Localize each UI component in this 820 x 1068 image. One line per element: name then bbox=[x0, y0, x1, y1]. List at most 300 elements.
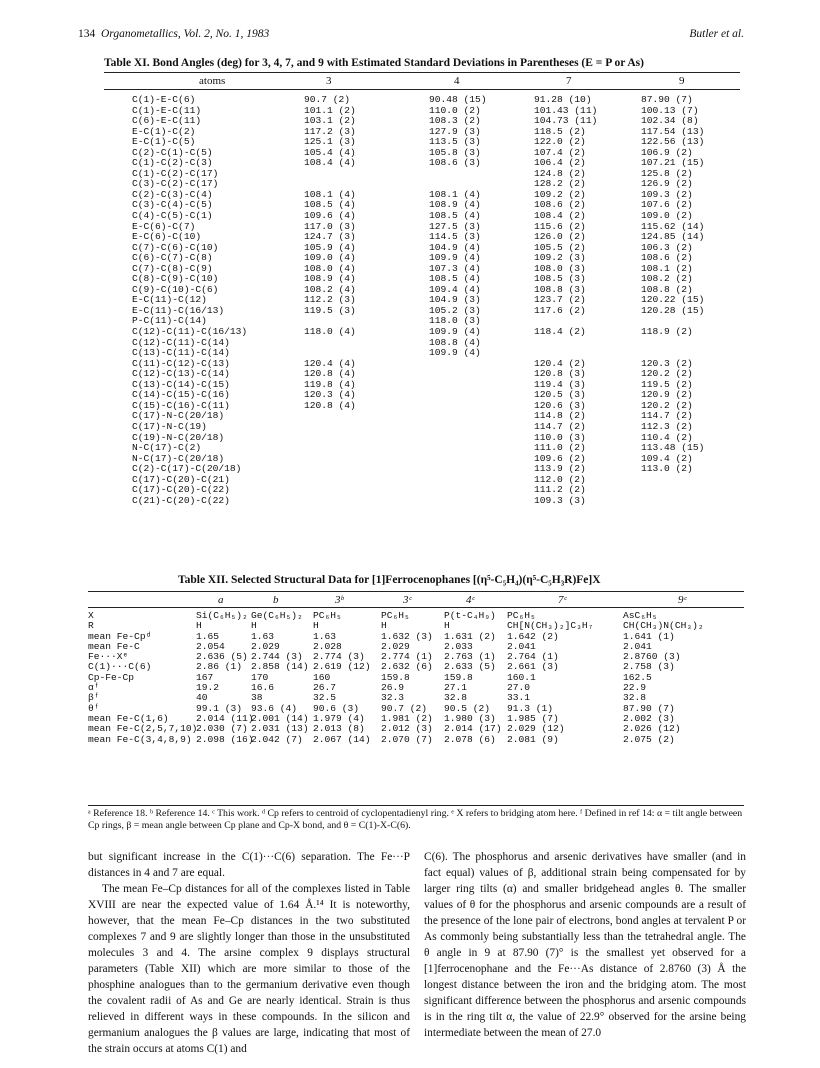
col-header-b: b bbox=[273, 594, 279, 606]
atoms-cell: C(19)-N-C(20/18) bbox=[132, 431, 225, 443]
angle-cell: 114.5 (3) bbox=[429, 231, 481, 243]
angle-cell: 119.5 (3) bbox=[304, 304, 356, 316]
value-cell: 26.9 bbox=[381, 682, 405, 694]
angle-cell: 111.0 (2) bbox=[534, 442, 586, 454]
atoms-cell: E-C(11)-C(12) bbox=[132, 294, 207, 306]
angle-cell: 111.2 (2) bbox=[534, 484, 586, 496]
value-cell: CH(CH₃)N(CH₃)₂ bbox=[623, 620, 704, 632]
value-cell: 27.0 bbox=[507, 682, 531, 694]
table-row bbox=[104, 422, 740, 433]
angle-cell: 108.5 (3) bbox=[534, 273, 586, 285]
angle-cell: 108.5 (4) bbox=[429, 273, 481, 285]
value-cell: 170 bbox=[251, 671, 269, 683]
angle-cell: 106.3 (2) bbox=[641, 241, 693, 253]
angle-cell: 108.2 (4) bbox=[304, 283, 356, 295]
angle-cell: 109.4 (2) bbox=[641, 452, 693, 464]
angle-cell: 104.9 (4) bbox=[429, 241, 481, 253]
angle-cell: 120.22 (15) bbox=[641, 294, 705, 306]
angle-cell: 118.4 (2) bbox=[534, 326, 586, 338]
angle-cell: 108.9 (4) bbox=[304, 273, 356, 285]
value-cell: 2.041 bbox=[623, 640, 652, 652]
angle-cell: 110.0 (3) bbox=[534, 431, 586, 443]
value-cell: H bbox=[444, 620, 450, 632]
angle-cell: 120.8 (4) bbox=[304, 399, 356, 411]
value-cell: 2.028 bbox=[313, 640, 342, 652]
value-cell: 2.744 (3) bbox=[251, 651, 303, 663]
table12-body bbox=[88, 611, 744, 745]
table12-top-rule bbox=[88, 591, 744, 592]
value-cell: AsC₆H₅ bbox=[623, 610, 658, 621]
parameter-cell: mean Fe-Cpᵈ bbox=[88, 630, 152, 642]
value-cell: 2.026 (12) bbox=[623, 723, 681, 735]
atoms-cell: C(12)-C(13)-C(14) bbox=[132, 368, 230, 380]
value-cell: H bbox=[381, 620, 387, 632]
value-cell: 2.031 (13) bbox=[251, 723, 309, 735]
angle-cell: 112.3 (2) bbox=[641, 420, 693, 432]
angle-cell: 117.6 (2) bbox=[534, 304, 586, 316]
value-cell: 1.642 (2) bbox=[507, 630, 559, 642]
angle-cell: 108.2 (2) bbox=[641, 273, 693, 285]
value-cell: H bbox=[313, 620, 319, 632]
paragraph: but significant increase in the C(1)···C(6) separation. The Fe···P distances in 4 and 7 are equal. bbox=[88, 851, 410, 879]
angle-cell: 105.2 (3) bbox=[429, 304, 481, 316]
atoms-cell: C(1)-E-C(6) bbox=[132, 94, 196, 105]
atoms-cell: C(9)-C(10)-C(6) bbox=[132, 283, 219, 295]
parameter-cell: C(1)···C(6) bbox=[88, 661, 152, 673]
value-cell: 1.985 (7) bbox=[507, 712, 559, 724]
angle-cell: 125.1 (3) bbox=[304, 136, 356, 148]
angle-cell: 113.0 (2) bbox=[641, 463, 693, 475]
value-cell: 19.2 bbox=[196, 682, 220, 694]
angle-cell: 120.3 (2) bbox=[641, 357, 693, 369]
angle-cell: 87.90 (7) bbox=[641, 94, 693, 105]
angle-cell: 108.6 (2) bbox=[534, 199, 586, 211]
angle-cell: 109.9 (4) bbox=[429, 326, 481, 338]
table11-caption: Table XI. Bond Angles (deg) for 3, 4, 7, and 9 with Estimated Standard Deviations in Parentheses (E = P or As) bbox=[104, 57, 644, 69]
body-column-right bbox=[424, 849, 746, 1041]
angle-cell: 109.3 (2) bbox=[641, 188, 693, 200]
angle-cell: 124.8 (2) bbox=[534, 167, 586, 179]
value-cell: CH[N(CH₃)₂]C₃H₇ bbox=[507, 620, 594, 632]
value-cell: 99.1 (3) bbox=[196, 702, 243, 714]
angle-cell: 117.54 (13) bbox=[641, 125, 705, 137]
value-cell: 2.002 (3) bbox=[623, 712, 675, 724]
angle-cell: 120.2 (2) bbox=[641, 399, 693, 411]
value-cell: 38 bbox=[251, 692, 263, 704]
parameter-cell: mean Fe-C(1,6) bbox=[88, 712, 169, 724]
angle-cell: 110.4 (2) bbox=[641, 431, 693, 443]
col-header-3b: 3ᵇ bbox=[335, 594, 344, 606]
angle-cell: 108.1 (4) bbox=[304, 188, 356, 200]
value-cell: 32.5 bbox=[313, 692, 337, 704]
angle-cell: 117.2 (3) bbox=[304, 125, 356, 137]
parameter-cell: X bbox=[88, 610, 94, 621]
angle-cell: 109.6 (4) bbox=[304, 210, 356, 222]
atoms-cell: C(1)-C(2)-C(3) bbox=[132, 157, 213, 169]
parameter-cell: βᶠ bbox=[88, 692, 100, 704]
angle-cell: 107.21 (15) bbox=[641, 157, 705, 169]
atoms-cell: E-C(11)-C(16/13) bbox=[132, 304, 225, 316]
angle-cell: 124.85 (14) bbox=[641, 231, 705, 243]
parameter-cell: Fe···Xᵉ bbox=[88, 651, 129, 663]
angle-cell: 100.13 (7) bbox=[641, 104, 699, 116]
angle-cell: 113.5 (3) bbox=[429, 136, 481, 148]
atoms-cell: C(15)-C(16)-C(11) bbox=[132, 399, 230, 411]
atoms-cell: C(1)-E-C(11) bbox=[132, 104, 202, 116]
value-cell: 2.636 (5) bbox=[196, 651, 248, 663]
angle-cell: 127.5 (3) bbox=[429, 220, 481, 232]
angle-cell: 120.4 (2) bbox=[534, 357, 586, 369]
angle-cell: 107.4 (2) bbox=[534, 146, 586, 158]
value-cell: 2.764 (1) bbox=[507, 651, 559, 663]
atoms-cell: C(3)-C(2)-C(17) bbox=[132, 178, 219, 190]
atoms-cell: C(4)-C(5)-C(1) bbox=[132, 210, 213, 222]
value-cell: H bbox=[196, 620, 202, 632]
angle-cell: 120.5 (3) bbox=[534, 389, 586, 401]
value-cell: 1.979 (4) bbox=[313, 712, 365, 724]
col-header-7c: 7ᶜ bbox=[558, 594, 567, 606]
value-cell: 1.65 bbox=[196, 630, 220, 642]
value-cell: 32.3 bbox=[381, 692, 405, 704]
atoms-cell: C(21)-C(20)-C(22) bbox=[132, 494, 230, 506]
value-cell: PC₆H₅ bbox=[381, 610, 410, 621]
journal-citation: Organometallics, Vol. 2, No. 1, 1983 bbox=[101, 28, 270, 40]
angle-cell: 108.8 (4) bbox=[429, 336, 481, 348]
paragraph: C(6). The phosphorus and arsenic derivatives have smaller (and in fact equal) values of β, additional strain being compensated for by larger ring tilts (α) and smaller bridgehead angles θ. The smaller values of θ for the phosphorus and arsenic compounds are a result of the presence of the lone pair of electrons, bond angles at tervalent P or As commonly being substantially less than the tetrahedral angle. The θ angle in 9 at 87.90 (7)° is the smallest yet observed for a [1]ferrocenophane and the Fe···As distance of 2.8760 (3) Å the longest distance between the iron and the bridging atom. The most significant difference between the phosphorus and arsenic compounds is in the ring tilt α, the value of 22.9° observed for the arsine being intermediate between the mean of 27.0 bbox=[424, 851, 746, 1039]
table12-bottom-rule bbox=[88, 805, 744, 806]
value-cell: 2.014 (11) bbox=[196, 712, 254, 724]
table-row bbox=[88, 735, 744, 745]
angle-cell: 125.8 (2) bbox=[641, 167, 693, 179]
col-header-3: 3 bbox=[326, 75, 332, 87]
angle-cell: 128.2 (2) bbox=[534, 178, 586, 190]
atoms-cell: C(1)-C(2)-C(17) bbox=[132, 167, 219, 179]
value-cell: 2.029 bbox=[251, 640, 280, 652]
angle-cell: 120.28 (15) bbox=[641, 304, 705, 316]
value-cell: 1.631 (2) bbox=[444, 630, 496, 642]
value-cell: 2.042 (7) bbox=[251, 733, 303, 745]
value-cell: 91.3 (1) bbox=[507, 702, 554, 714]
col-header-a: a bbox=[218, 594, 224, 606]
value-cell: PC₆H₅ bbox=[507, 610, 536, 621]
angle-cell: 109.9 (4) bbox=[429, 347, 481, 359]
angle-cell: 126.9 (2) bbox=[641, 178, 693, 190]
value-cell: 2.078 (6) bbox=[444, 733, 496, 745]
angle-cell: 90.48 (15) bbox=[429, 94, 487, 105]
col-header-9: 9 bbox=[679, 75, 685, 87]
angle-cell: 108.1 (4) bbox=[429, 188, 481, 200]
value-cell: 1.63 bbox=[251, 630, 275, 642]
angle-cell: 105.4 (4) bbox=[304, 146, 356, 158]
table11-top-rule bbox=[104, 72, 740, 73]
atoms-cell: C(7)-C(6)-C(10) bbox=[132, 241, 219, 253]
angle-cell: 108.9 (4) bbox=[429, 199, 481, 211]
value-cell: 2.619 (12) bbox=[313, 661, 371, 673]
value-cell: 27.1 bbox=[444, 682, 468, 694]
angle-cell: 112.2 (3) bbox=[304, 294, 356, 306]
angle-cell: 108.5 (4) bbox=[429, 210, 481, 222]
parameter-cell: mean Fe-C(3,4,8,9) bbox=[88, 733, 192, 745]
atoms-cell: C(6)-C(7)-C(8) bbox=[132, 252, 213, 264]
angle-cell: 126.0 (2) bbox=[534, 231, 586, 243]
atoms-cell: C(12)-C(11)-C(14) bbox=[132, 336, 230, 348]
angle-cell: 119.5 (2) bbox=[641, 378, 693, 390]
value-cell: 1.63 bbox=[313, 630, 337, 642]
table-row bbox=[104, 443, 740, 454]
parameter-cell: θᶠ bbox=[88, 702, 100, 714]
atoms-cell: C(2)-C(17)-C(20/18) bbox=[132, 463, 242, 475]
col-header-4: 4 bbox=[454, 75, 460, 87]
value-cell: 2.013 (8) bbox=[313, 723, 365, 735]
value-cell: 2.763 (1) bbox=[444, 651, 496, 663]
value-cell: 2.001 (14) bbox=[251, 712, 309, 724]
table-row bbox=[104, 95, 740, 106]
value-cell: 2.075 (2) bbox=[623, 733, 675, 745]
page-number: 134 bbox=[78, 28, 96, 40]
value-cell: 159.8 bbox=[444, 671, 473, 683]
table-row bbox=[104, 496, 740, 507]
atoms-cell: E-C(6)-C(7) bbox=[132, 220, 196, 232]
value-cell: 2.758 (3) bbox=[623, 661, 675, 673]
atoms-cell: E-C(1)-C(5) bbox=[132, 136, 196, 148]
value-cell: Si(C₆H₅)₂ bbox=[196, 610, 248, 621]
angle-cell: 109.9 (4) bbox=[429, 252, 481, 264]
value-cell: 1.632 (3) bbox=[381, 630, 433, 642]
atoms-cell: C(14)-C(15)-C(16) bbox=[132, 389, 230, 401]
angle-cell: 109.0 (2) bbox=[641, 210, 693, 222]
angle-cell: 120.9 (2) bbox=[641, 389, 693, 401]
value-cell: 32.8 bbox=[623, 692, 647, 704]
angle-cell: 119.4 (3) bbox=[534, 378, 586, 390]
parameter-cell: R bbox=[88, 620, 94, 632]
angle-cell: 108.1 (2) bbox=[641, 262, 693, 274]
value-cell: 1.981 (2) bbox=[381, 712, 433, 724]
value-cell: 90.7 (2) bbox=[381, 702, 428, 714]
value-cell: 32.8 bbox=[444, 692, 468, 704]
value-cell: 2.081 (9) bbox=[507, 733, 559, 745]
atoms-cell: C(13)-C(11)-C(14) bbox=[132, 347, 230, 359]
atoms-cell: C(17)-C(20)-C(21) bbox=[132, 473, 230, 485]
atoms-cell: C(2)-C(3)-C(4) bbox=[132, 188, 213, 200]
angle-cell: 108.0 (4) bbox=[304, 262, 356, 274]
angle-cell: 114.8 (2) bbox=[534, 410, 586, 422]
value-cell: 2.029 bbox=[381, 640, 410, 652]
angle-cell: 109.2 (2) bbox=[534, 188, 586, 200]
angle-cell: 115.62 (14) bbox=[641, 220, 705, 232]
atoms-cell: C(2)-C(1)-C(5) bbox=[132, 146, 213, 158]
value-cell: 40 bbox=[196, 692, 208, 704]
value-cell: 2.030 (7) bbox=[196, 723, 248, 735]
angle-cell: 118.0 (3) bbox=[429, 315, 481, 327]
atoms-cell: N-C(17)-C(2) bbox=[132, 442, 202, 454]
angle-cell: 120.6 (3) bbox=[534, 399, 586, 411]
angle-cell: 114.7 (2) bbox=[641, 410, 693, 422]
table12-footnote: ᵃ Reference 18. ᵇ Reference 14. ᶜ This work. ᵈ Cp refers to centroid of cyclopentadienyl ring. ᵉ X refers to bridging atom here. ᶠ Defined in ref 14: α = tilt angle between Cp rings, β = mean angle between Cp plane and Cp-X bond, and θ = C(1)-X-C(6). bbox=[88, 808, 743, 831]
col-header-7: 7 bbox=[566, 75, 572, 87]
angle-cell: 114.7 (2) bbox=[534, 420, 586, 432]
angle-cell: 91.28 (10) bbox=[534, 94, 592, 105]
angle-cell: 120.8 (3) bbox=[534, 368, 586, 380]
parameter-cell: Cp-Fe-Cp bbox=[88, 671, 135, 683]
atoms-cell: C(7)-C(8)-C(9) bbox=[132, 262, 213, 274]
angle-cell: 105.9 (4) bbox=[304, 241, 356, 253]
angle-cell: 113.48 (15) bbox=[641, 442, 705, 454]
atoms-cell: E-C(6)-C(10) bbox=[132, 231, 202, 243]
angle-cell: 108.4 (2) bbox=[534, 210, 586, 222]
value-cell: 167 bbox=[196, 671, 214, 683]
angle-cell: 110.0 (2) bbox=[429, 104, 481, 116]
angle-cell: 118.5 (2) bbox=[534, 125, 586, 137]
angle-cell: 108.8 (3) bbox=[534, 283, 586, 295]
paragraph: The mean Fe–Cp distances for all of the complexes listed in Table XVIII are near the expected value of 1.64 Å.¹⁴ It is noteworthy, however, that the mean Fe–Cp distances in the two substituted complexes 7 and 9 are slightly longer than those in the unsubstituted molecules 3 and 4. The arsine complex 9 displays structural parameters (Table XII) which are more similar to those of the phosphine analogues than to the germanium derivative even though the covalent radii of As and Ge are nearly identical. Strain is thus relieved in different ways in these compounds. In the silicon and germanium analogues the β values are large, indicating that most of the strain occurs at atoms C(1) and bbox=[88, 883, 410, 1055]
value-cell: 2.633 (5) bbox=[444, 661, 496, 673]
angle-cell: 113.9 (2) bbox=[534, 463, 586, 475]
value-cell: 2.858 (14) bbox=[251, 661, 309, 673]
value-cell: 2.029 (12) bbox=[507, 723, 565, 735]
value-cell: 90.5 (2) bbox=[444, 702, 491, 714]
angle-cell: 109.2 (3) bbox=[534, 252, 586, 264]
parameter-cell: mean Fe-C(2,5,7,10) bbox=[88, 723, 198, 735]
angle-cell: 108.3 (2) bbox=[429, 115, 481, 127]
value-cell: 2.033 bbox=[444, 640, 473, 652]
atoms-cell: C(3)-C(4)-C(5) bbox=[132, 199, 213, 211]
angle-cell: 120.8 (4) bbox=[304, 368, 356, 380]
value-cell: 22.9 bbox=[623, 682, 647, 694]
angle-cell: 115.6 (2) bbox=[534, 220, 586, 232]
angle-cell: 108.8 (2) bbox=[641, 283, 693, 295]
value-cell: 1.980 (3) bbox=[444, 712, 496, 724]
table11-body bbox=[104, 95, 740, 506]
value-cell: 2.774 (1) bbox=[381, 651, 433, 663]
col-header-4c: 4ᶜ bbox=[466, 594, 475, 606]
value-cell: 90.6 (3) bbox=[313, 702, 360, 714]
angle-cell: 118.0 (4) bbox=[304, 326, 356, 338]
value-cell: 2.661 (3) bbox=[507, 661, 559, 673]
author-head: Butler et al. bbox=[689, 28, 744, 40]
angle-cell: 108.6 (3) bbox=[429, 157, 481, 169]
value-cell: 2.014 (17) bbox=[444, 723, 502, 735]
value-cell: 2.774 (3) bbox=[313, 651, 365, 663]
atoms-cell: C(8)-C(9)-C(10) bbox=[132, 273, 219, 285]
running-head bbox=[78, 28, 269, 40]
value-cell: 2.012 (3) bbox=[381, 723, 433, 735]
angle-cell: 109.4 (4) bbox=[429, 283, 481, 295]
parameter-cell: αᶠ bbox=[88, 682, 100, 694]
atoms-cell: N-C(17)-C(20/18) bbox=[132, 452, 225, 464]
table11-header-rule bbox=[104, 89, 740, 90]
table-row bbox=[104, 211, 740, 222]
value-cell: 93.6 (4) bbox=[251, 702, 298, 714]
angle-cell: 108.5 (4) bbox=[304, 199, 356, 211]
angle-cell: 107.6 (2) bbox=[641, 199, 693, 211]
col-header-9c: 9ᶜ bbox=[678, 594, 687, 606]
value-cell: 33.1 bbox=[507, 692, 531, 704]
value-cell: 159.8 bbox=[381, 671, 410, 683]
table-row bbox=[104, 327, 740, 338]
angle-cell: 120.3 (4) bbox=[304, 389, 356, 401]
value-cell: 2.8760 (3) bbox=[623, 651, 681, 663]
angle-cell: 102.34 (8) bbox=[641, 115, 699, 127]
value-cell: 2.632 (6) bbox=[381, 661, 433, 673]
atoms-cell: P-C(11)-C(14) bbox=[132, 315, 207, 327]
angle-cell: 104.9 (3) bbox=[429, 294, 481, 306]
value-cell: 2.070 (7) bbox=[381, 733, 433, 745]
value-cell: 2.041 bbox=[507, 640, 536, 652]
col-header-3c: 3ᶜ bbox=[403, 594, 412, 606]
value-cell: 2.098 (16) bbox=[196, 733, 254, 745]
angle-cell: 105.8 (3) bbox=[429, 146, 481, 158]
angle-cell: 105.5 (2) bbox=[534, 241, 586, 253]
value-cell: 87.90 (7) bbox=[623, 702, 675, 714]
table11-header bbox=[104, 75, 740, 87]
value-cell: PC₆H₅ bbox=[313, 610, 342, 621]
value-cell: 162.5 bbox=[623, 671, 652, 683]
value-cell: H bbox=[251, 620, 257, 632]
body-column-left bbox=[88, 849, 410, 1057]
angle-cell: 120.2 (2) bbox=[641, 368, 693, 380]
angle-cell: 108.4 (4) bbox=[304, 157, 356, 169]
angle-cell: 123.7 (2) bbox=[534, 294, 586, 306]
value-cell: 2.054 bbox=[196, 640, 225, 652]
angle-cell: 122.56 (13) bbox=[641, 136, 705, 148]
angle-cell: 109.3 (3) bbox=[534, 494, 586, 506]
angle-cell: 106.9 (2) bbox=[641, 146, 693, 158]
value-cell: 16.6 bbox=[251, 682, 275, 694]
atoms-cell: C(17)-N-C(20/18) bbox=[132, 410, 225, 422]
angle-cell: 101.43 (11) bbox=[534, 104, 598, 116]
angle-cell: 106.4 (2) bbox=[534, 157, 586, 169]
value-cell: 2.067 (14) bbox=[313, 733, 371, 745]
angle-cell: 103.1 (2) bbox=[304, 115, 356, 127]
angle-cell: 108.0 (3) bbox=[534, 262, 586, 274]
angle-cell: 122.0 (2) bbox=[534, 136, 586, 148]
angle-cell: 118.9 (2) bbox=[641, 326, 693, 338]
col-header-atoms: atoms bbox=[199, 75, 226, 87]
atoms-cell: C(6)-E-C(11) bbox=[132, 115, 202, 127]
angle-cell: 101.1 (2) bbox=[304, 104, 356, 116]
angle-cell: 104.73 (11) bbox=[534, 115, 598, 127]
atoms-cell: C(11)-C(12)-C(13) bbox=[132, 357, 230, 369]
atoms-cell: C(13)-C(14)-C(15) bbox=[132, 378, 230, 390]
angle-cell: 112.0 (2) bbox=[534, 473, 586, 485]
angle-cell: 119.8 (4) bbox=[304, 378, 356, 390]
atoms-cell: E-C(1)-C(2) bbox=[132, 125, 196, 137]
angle-cell: 120.4 (4) bbox=[304, 357, 356, 369]
value-cell: 1.641 (1) bbox=[623, 630, 675, 642]
value-cell: 160.1 bbox=[507, 671, 536, 683]
value-cell: 2.86 (1) bbox=[196, 661, 243, 673]
angle-cell: 107.3 (4) bbox=[429, 262, 481, 274]
atoms-cell: C(17)-N-C(19) bbox=[132, 420, 207, 432]
angle-cell: 117.0 (3) bbox=[304, 220, 356, 232]
value-cell: Ge(C₆H₅)₂ bbox=[251, 610, 303, 621]
angle-cell: 90.7 (2) bbox=[304, 94, 351, 105]
parameter-cell: mean Fe-C bbox=[88, 640, 140, 652]
value-cell: P(t-C₄H₉) bbox=[444, 610, 496, 621]
angle-cell: 124.7 (3) bbox=[304, 231, 356, 243]
table12-caption: Table XII. Selected Structural Data for [1]Ferrocenophanes [(η⁵-C₅H₄)(η⁵-C₅H₃R)Fe]X bbox=[178, 574, 601, 586]
angle-cell: 127.9 (3) bbox=[429, 125, 481, 137]
atoms-cell: C(12)-C(11)-C(16/13) bbox=[132, 326, 248, 338]
table12-header-rule bbox=[88, 607, 744, 608]
angle-cell: 108.6 (2) bbox=[641, 252, 693, 264]
atoms-cell: C(17)-C(20)-C(22) bbox=[132, 484, 230, 496]
angle-cell: 109.0 (4) bbox=[304, 252, 356, 264]
table12-header bbox=[88, 594, 744, 606]
angle-cell: 109.6 (2) bbox=[534, 452, 586, 464]
value-cell: 160 bbox=[313, 671, 331, 683]
value-cell: 26.7 bbox=[313, 682, 337, 694]
